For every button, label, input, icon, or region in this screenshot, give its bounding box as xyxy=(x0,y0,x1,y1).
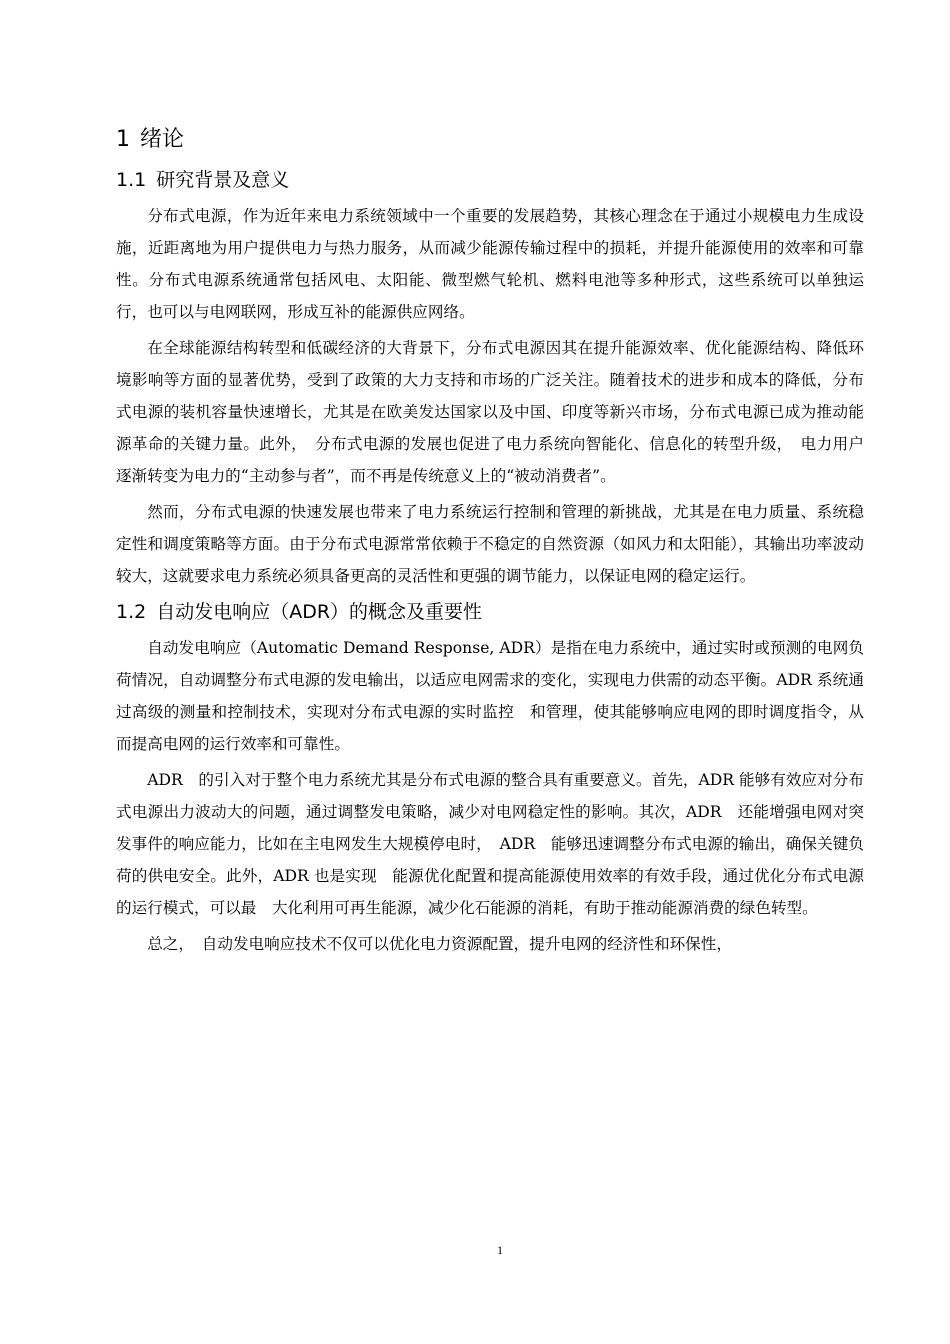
section-heading-1-1 xyxy=(116,162,864,198)
paragraph-background-3: 然而，分布式电源的快速发展也带来了电力系统运行控制和管理的新挑战，尤其是在电力质量、系统稳定性和调度策略等方面。由于分布式电源常常依赖于不稳定的自然资源（如风力和太阳能），其输出功率波动较大，这就要求电力系统必须具备更高的灵活性和更强的调节能力，以保证电网的稳定运行。 xyxy=(116,503,864,585)
paragraph-background-2: 在全球能源结构转型和低碳经济的大背景下，分布式电源因其在提升能源效率、优化能源结构、降低环境影响等方面的显著优势，受到了政策的大力支持和市场的广泛关注。随着技术的进步和成本的降低，分布式电源的装机容量快速增长，尤其是在欧美发达国家以及中国、印度等新兴市场，分布式电源已成为推动能源革命的关键力量。此外， 分布式电源的发展也促进了电力系统向智能化、信息化的转型升级， 电力用户逐渐转变为电力的“主动参与者”，而不再是传统意义上的“被动消费者”。 xyxy=(116,339,864,485)
chapter-number: 1 xyxy=(116,127,130,152)
chapter-heading xyxy=(116,120,864,160)
paragraph-adr-1: 自动发电响应（Automatic Demand Response, ADR）是指在电力系统中，通过实时或预测的电网负荷情况，自动调整分布式电源的发电输出，以适应电网需求的变化，实现电力供需的动态平衡。ADR 系统通过高级的测量和控制技术，实现对分布式电源的实时监控 和管理，使其能够响应电网的即时调度指令，从而提高电网的运行效率和可靠性。 xyxy=(116,639,864,753)
paragraph-adr-2: ADR 的引入对于整个电力系统尤其是分布式电源的整合具有重要意义。首先，ADR 能够有效应对分布式电源出力波动大的问题，通过调整发电策略，减少对电网稳定性的影响。其次，ADR 还能增强电网对突发事件的响应能力，比如在主电网发生大规模停电时， ADR 能够迅速调整分布式电源的输出，确保关键负荷的供电安全。此外，ADR 也是实现 能源优化配置和提高能源使用效率的有效手段，通过优化分布式电源的运行模式，可以最 大化利用可再生能源，减少化石能源的消耗，有助于推动能源消费的绿色转型。 xyxy=(116,771,864,917)
section-heading-1-2 xyxy=(116,594,864,630)
paragraph-background-1: 分布式电源，作为近年来电力系统领域中一个重要的发展趋势，其核心理念在于通过小规模电力生成设施，近距离地为用户提供电力与热力服务，从而减少能源传输过程中的损耗，并提升能源使用的效率和可靠性。分布式电源系统通常包括风电、太阳能、微型燃气轮机、燃料电池等多种形式，这些系统可以单独运行，也可以与电网联网，形成互补的能源供应网络。 xyxy=(116,207,864,321)
section-title: 自动发电响应（ADR）的概念及重要性 xyxy=(156,601,483,623)
section-number: 1.2 xyxy=(116,601,147,623)
section-number: 1.1 xyxy=(116,169,147,191)
page-content xyxy=(116,120,864,960)
section-title: 研究背景及意义 xyxy=(156,169,290,191)
page-number: 1 xyxy=(497,1243,503,1257)
paragraph-adr-3: 总之， 自动发电响应技术不仅可以优化电力资源配置，提升电网的经济性和环保性， xyxy=(147,935,732,953)
chapter-title: 绪论 xyxy=(140,127,185,152)
